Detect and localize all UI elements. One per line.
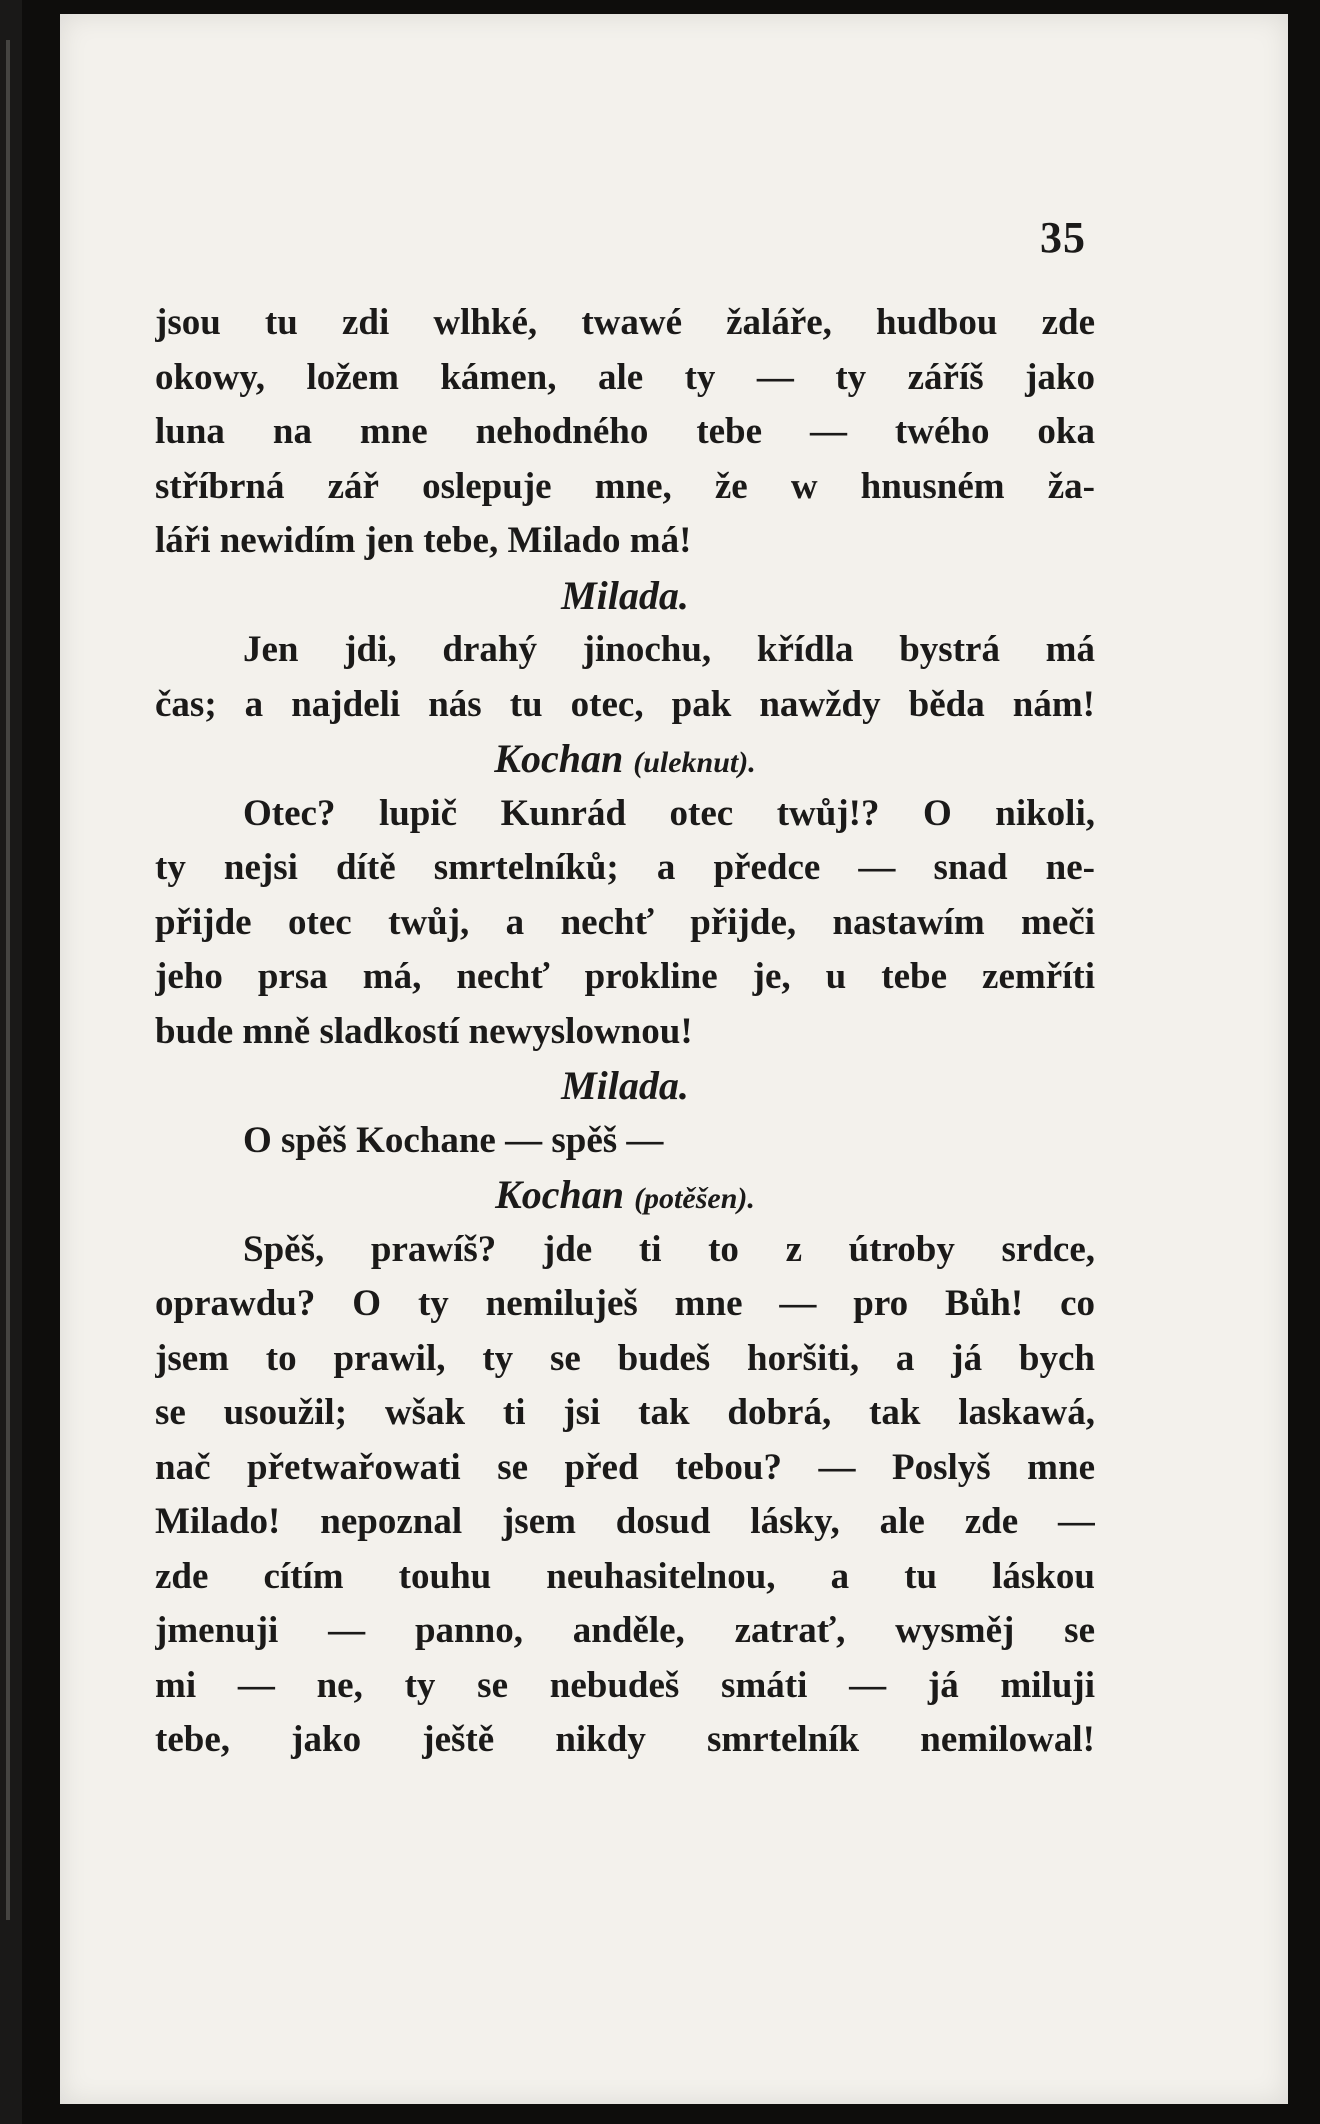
text-line: jmenuji — panno, anděle, zatrať, wysměj se — [155, 1610, 1095, 1651]
spine-highlight — [6, 40, 10, 1920]
text-line: ty nejsi dítě smrtelníků; a předce — snad ne- — [155, 847, 1095, 888]
text-line: láři newidím jen tebe, Milado má! — [155, 520, 692, 561]
speaker-heading — [155, 569, 1095, 624]
text-line: luna na mne nehodného tebe — twého oka — [155, 411, 1095, 452]
text-line: O spěš Kochane — spěš — — [243, 1119, 664, 1161]
speaker-name: Kochan — [494, 736, 624, 781]
page-number: 35 — [1040, 213, 1086, 262]
speaker-name: Milada. — [561, 1063, 689, 1108]
speaker-heading — [155, 732, 1095, 787]
text-line: Otec? lupič Kunrád otec twůj!? O nikoli, — [243, 792, 1095, 834]
speaker-name: Milada. — [561, 572, 689, 618]
text-line: se usoužil; wšak ti jsi tak dobrá, tak laskawá, — [155, 1392, 1095, 1433]
stage-direction: (uleknut). — [633, 746, 756, 779]
text-line: nač přetwařowati se před tebou? — Poslyš mne — [155, 1446, 1095, 1488]
text-line: jsem to prawil, ty se budeš horšiti, a já bych — [155, 1337, 1095, 1379]
text-line: jsou tu zdi wlhké, twawé žaláře, hudbou zde — [155, 302, 1095, 343]
text-line: čas; a najdeli nás tu otec, pak nawždy běda nám! — [155, 683, 1095, 725]
text-line: stříbrná zář oslepuje mne, že w hnusném ža- — [155, 465, 1095, 507]
speaker-heading — [155, 1059, 1095, 1114]
speaker-name: Kochan — [495, 1172, 625, 1217]
text-line: bude mně sladkostí newyslownou! — [155, 1010, 693, 1052]
text-line: tebe, jako ještě nikdy smrtelník nemilowal! — [155, 1719, 1095, 1760]
text-line: Milado! nepoznal jsem dosud lásky, ale zde — — [155, 1501, 1095, 1542]
text-line: jeho prsa má, nechť prokline je, u tebe zemříti — [155, 956, 1095, 997]
stage-direction: (potěšen). — [634, 1182, 755, 1215]
text-line: Spěš, prawíš? jde ti to z útroby srdce, — [243, 1228, 1095, 1270]
page-text — [155, 296, 1095, 1768]
text-line: oprawdu? O ty nemiluješ mne — pro Bůh! co — [155, 1283, 1095, 1324]
text-line: Jen jdi, drahý jinochu, křídla bystrá má — [243, 629, 1095, 670]
text-line: přijde otec twůj, a nechť přijde, nastawím meči — [155, 901, 1095, 943]
book-spine-edge — [0, 0, 22, 2124]
text-line: zde cítím touhu neuhasitelnou, a tu láskou — [155, 1555, 1095, 1597]
text-line: okowy, ložem kámen, ale ty — ty záříš jako — [155, 356, 1095, 398]
speaker-heading — [155, 1168, 1095, 1223]
text-line: mi — ne, ty se nebudeš smáti — já miluji — [155, 1664, 1095, 1706]
